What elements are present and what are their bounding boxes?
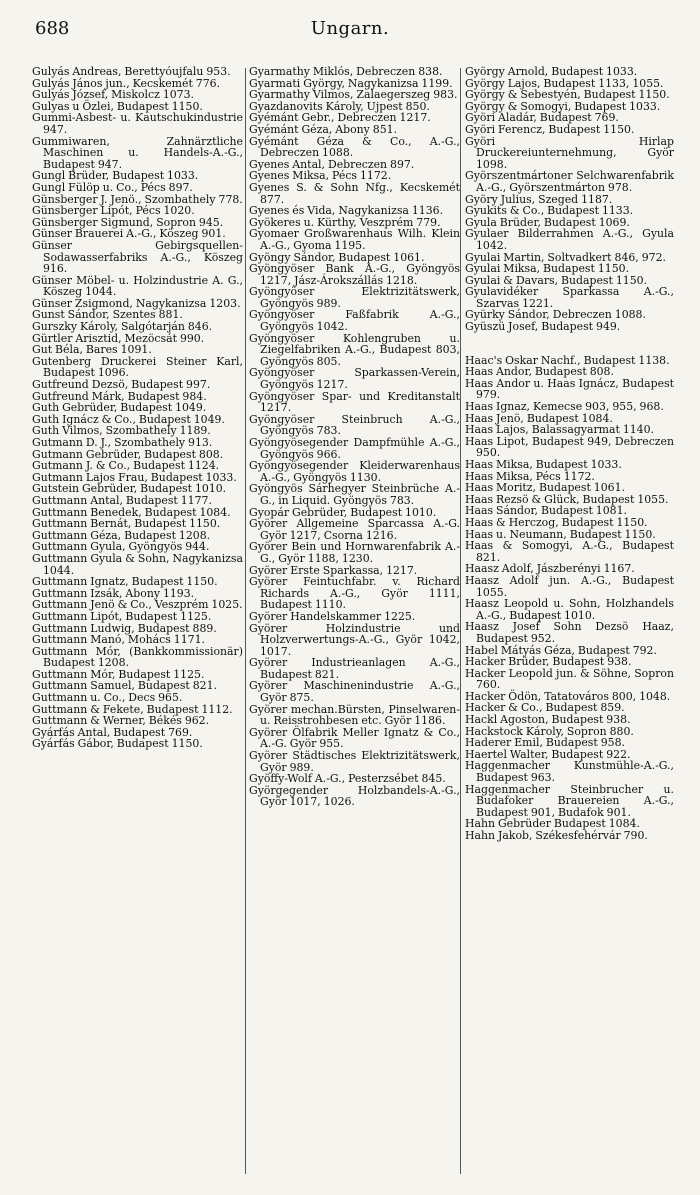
directory-entry: Györer Holzindustrie und Holzverwertungs-A.-G., Györ 1042, 1017. [249,621,460,658]
page-title: Ungarn. [310,18,390,39]
directory-entry: Gyöffy-Wolf A.-G., Pesterzsébet 845. [249,772,446,786]
directory-entry: Gungl Brüder, Budapest 1033. [32,169,199,183]
directory-entry: Haac's Oskar Nachf., Budapest 1138. [465,353,670,367]
directory-entry: Gyürky Sándor, Debreczen 1088. [465,308,646,322]
directory-entry: Gyöngyöser Spar- und Kreditanstalt 1217. [249,389,460,415]
directory-entry: Györer Industrieanlagen A.-G., Budapest 821. [249,656,460,681]
directory-entry: Gyulai & Davars, Budapest 1150. [465,273,648,287]
directory-entry: Gummiwaren, Zahnärztliche Maschinen u. Handels-A.-G., Budapest 947. [32,134,243,171]
directory-entry: Günser Zsigmond, Nagykanizsa 1203. [32,296,241,310]
directory-entry: Gutmann D. J., Szombathely 913. [32,436,213,449]
directory-entry: Gyémánt Géza & Co., A.-G., Debreczen 1088. [249,134,460,160]
directory-entry: Haas Jenö, Budapest 1084. [465,411,613,425]
directory-entry: Guttmann Gyula, Gyöngyös 944. [32,540,210,554]
directory-entry: Guttmann Antal, Budapest 1177. [32,493,212,507]
directory-entry: Gutmann Gebrüder, Budapest 808. [32,447,224,461]
directory-entry: Gyukits & Co., Budapest 1133. [465,204,634,218]
directory-entry: Haggenmacher Kunstmühle-A.-G., Budapest 963. [465,759,674,785]
directory-entry: Gunst Sándor, Szentes 881. [32,308,183,322]
directory-entry: Guttmann Géza, Budapest 1208. [32,528,211,542]
directory-entry: Guttmann Ignatz, Budapest 1150. [32,575,218,589]
directory-entry: Gurszky Károly, Salgótarján 846. [32,320,213,334]
directory-entry: Gyenes és Vida, Nagykanizsa 1136. [249,204,444,218]
directory-entry: Gummi-Asbest- u. Kautschukindustrie 947. [32,111,243,136]
directory-entry: Guttmann Ludwig, Budapest 889. [32,621,217,635]
directory-entry: Haertel Walter, Budapest 922. [465,747,631,761]
directory-entry: Györgegender Holzbandels-A.-G., Györ 1017, 1026. [249,783,460,809]
directory-entry: Hacker Brüder, Budapest 938. [465,655,632,669]
directory-entry: Gutmann Lajos Frau, Budapest 1033. [32,470,237,484]
directory-entry: Györer Maschinenindustrie A.-G., Györ 875. [249,679,460,705]
directory-entry: Gyarmati György, Nagykanizsa 1199. [249,76,453,90]
directory-entry: Haggenmacher Steinbrucher u. Budafoker Brauereien A.-G., Budapest 901, Budafok 901. [465,782,674,819]
directory-entry: Guth Ignácz & Co., Budapest 1049. [32,412,225,426]
directory-entry: Guttmann & Fekete, Budapest 1112. [32,702,233,716]
directory-entry: Gut Béla, Bares 1091. [32,343,152,357]
directory-entry: Gutfreund Dezsö, Budapest 997. [32,378,211,392]
directory-entry: Györi Ferencz, Budapest 1150. [465,122,635,136]
directory-entry: Gyárfás Gábor, Budapest 1150. [32,737,203,751]
section-gap [465,333,674,355]
directory-entry: Haas Lajos, Balassagyarmat 1140. [465,423,655,437]
directory-entry: Gyenes S. & Sohn Nfg., Kecskemét 877. [249,180,460,206]
directory-entry: Györi Hirlap Druckereiunternehmung, Györ 1098. [465,134,674,171]
directory-entry: Györer Städtisches Elektrizitätswerk, Györ 989. [249,749,460,774]
column-divider [460,68,461,1174]
directory-entry: György Arnold, Budapest 1033. [465,66,638,78]
directory-entry: Habel Mátyás Géza, Budapest 792. [465,643,657,657]
directory-entry: György & Sebestyén, Budapest 1150. [465,88,670,102]
directory-entry: Györer Erste Sparkassa, 1217. [249,563,418,577]
directory-entry: Gyöngyöser Kohlengruben u. Ziegelfabriken A.-G., Budapest 803, Gyöngyös 805. [249,331,460,368]
directory-entry: Hackstock Károly, Sopron 880. [465,724,634,738]
directory-entry: Haas Andor u. Haas Ignácz, Budapest 979. [465,376,674,402]
page-number: 688 [35,18,70,39]
directory-entry: Hackl Agoston, Budapest 938. [465,713,631,727]
directory-entry: Gyomaer Großwarenhaus Wilh. Klein A.-G., Gyoma 1195. [249,227,460,252]
directory-entry: Günsberger Sigmund, Sopron 945. [32,215,224,229]
directory-entry: Gyöngy Sándor, Budapest 1061. [249,250,425,264]
directory-entry: Haas Miksa, Budapest 1033. [465,458,622,471]
directory-entry: Gutenberg Druckerei Steiner Karl, Budapest 1096. [32,354,243,380]
directory-entry: Gyökeres u. Kürthy, Veszprém 779. [249,215,441,229]
directory-entry: Hahn Jakob, Székesfehérvár 790. [465,829,648,842]
directory-entry: Gyöngyöser Steinbruch A.-G., Gyöngyös 783. [249,412,460,438]
column-2 [249,66,460,1178]
directory-entry: Gyöngyösegender Kleiderwarenhaus A.-G., Gyöngyös 1130. [249,459,460,484]
directory-entry: Günser Brauerei A.-G., Köszeg 901. [32,227,226,241]
directory-entry: Guttmann Lipót, Budapest 1125. [32,609,212,623]
directory-entry: Györer Bein und Hornwarenfabrik A.-G., Györ 1188, 1230. [249,540,460,565]
directory-entry: Haas & Herczog, Budapest 1150. [465,515,648,529]
directory-entry: Günser Möbel- u. Holzindustrie A. G., Köszeg 1044. [32,273,243,299]
directory-entry: Hahn Gebrüder Budapest 1084. [465,817,640,831]
column-3 [465,66,674,1178]
directory-entry: Guttmann u. Co., Decs 965. [32,691,183,705]
directory-entry: Györer Allgemeine Sparcassa A.-G. Györ 1217, Csorna 1216. [249,517,460,542]
directory-entry: Gutstein Gebrüder, Budapest 1010. [32,482,227,496]
directory-entry: Györer Feintuchfabr. v. Richard Richards A.-G., Györ 1111, Budapest 1110. [249,575,460,612]
directory-entry: Haas Miksa, Pécs 1172. [465,469,595,483]
directory-entry: Gyazdanovits Károly, Ujpest 850. [249,99,430,113]
directory-entry: Györy Julius, Szeged 1187. [465,192,613,206]
directory-entry: Györer Handelskammer 1225. [249,609,416,623]
directory-entry: Guttmann Gyula & Sohn, Nagykanizsa 1044. [32,551,243,577]
directory-entry: Gyémánt Géza, Abony 851. [249,122,398,136]
directory-entry: Gyarmathy Vilmos, Zalaegerszeg 983. [249,88,458,102]
directory-entry: Gyöngyöser Sparkassen-Verein, Gyöngyös 1217. [249,366,460,392]
directory-entry: Gyulavidéker Sparkassa A.-G., Szarvas 1221. [465,285,674,310]
directory-entry: Günsberger Lipót, Pécs 1020. [32,204,195,218]
directory-entry: Gungl Fülöp u. Co., Pécs 897. [32,180,193,194]
directory-entry: Gyöngyöser Faßfabrik A.-G., Gyöngyös 1042. [249,308,460,334]
directory-entry: Gyulai Miksa, Budapest 1150. [465,262,630,276]
directory-entry: Hacker Ödön, Tatatováros 800, 1048. [465,689,671,703]
column-divider [245,68,246,1174]
column-1 [32,66,243,1178]
directory-entry: Hacker Leopold jun. & Söhne, Sopron 760. [465,666,674,692]
directory-entry: Guttmann Benedek, Budapest 1084. [32,505,231,519]
directory-columns [32,66,673,1178]
directory-entry: Gyenes Antal, Debreczen 897. [249,157,415,171]
directory-entry: Guttmann Mór, Budapest 1125. [32,667,205,681]
directory-entry: Gyarmathy Miklós, Debreczen 838. [249,66,443,78]
directory-entry: Guttmann Manó, Mohács 1171. [32,633,205,647]
directory-entry: Haas u. Neumann, Budapest 1150. [465,527,656,541]
directory-entry: Gyenes Miksa, Pécs 1172. [249,169,392,183]
directory-entry: Gyöngyöser Bank A.-G., Gyöngyös 1217, Jász-Árokszállás 1218. [249,262,460,287]
directory-entry: Haas & Somogyi, A.-G., Budapest 821. [465,539,674,564]
directory-entry: Gulyás Andreas, Berettyóujfalu 953. [32,66,231,78]
directory-entry: Haas Andor, Budapest 808. [465,365,614,379]
directory-entry: Guth Gebrüder, Budapest 1049. [32,401,207,415]
directory-entry: Györi Aladár, Budapest 769. [465,111,619,125]
directory-entry: Györer Ölfabrik Meller Ignatz & Co., A.-G. Györ 955. [249,725,460,751]
directory-entry: Guttmann Samuel, Budapest 821. [32,679,217,693]
directory-entry: Guttmann Jenö & Co., Veszprém 1025. [32,598,243,612]
directory-entry: Haas Moritz, Budapest 1061. [465,481,625,495]
directory-entry: Günser Gebirgsquellen-Sodawasserfabriks A.-G., Köszeg 916. [32,238,243,276]
directory-entry: Gyémánt Gebr., Debreczen 1217. [249,111,431,125]
directory-entry: Gyüszü Josef, Budapest 949. [465,320,621,334]
directory-entry: Guttmann Bernát, Budapest 1150. [32,517,221,531]
directory-entry: Hacker & Co., Budapest 859. [465,701,625,715]
directory-entry: Györszentmártoner Selchwarenfabrik A.-G., Györszentmárton 978. [465,169,674,194]
directory-entry: Guttmann Izsák, Abony 1193. [32,586,195,600]
directory-entry: Gyöngyös Sárhegyer Steinbrüche A.-G., in Liquid. Gyöngyös 783. [249,482,460,507]
directory-entry: Gyöngyöser Elektrizitätswerk, Gyöngyös 989. [249,285,460,310]
directory-entry: Guth Vilmos, Szombathely 1189. [32,424,211,438]
directory-entry: Gulyás József, Miskolcz 1073. [32,88,194,102]
directory-entry: Gyulai Martin, Soltvadkert 846, 972. [465,250,666,264]
directory-entry: Gürtler Arisztid, Mezöcsát 990. [32,331,205,345]
directory-entry: Haasz Josef Sohn Dezsö Haaz, Budapest 952. [465,620,674,645]
directory-entry: Haas Sándor, Budapest 1081. [465,504,627,518]
directory-entry: György & Somogyi, Budapest 1033. [465,99,661,113]
directory-entry: Gyopár Gebrüder, Budapest 1010. [249,505,437,519]
directory-entry: Györer mechan.Bürsten, Pinselwaren- u. Reisstrohbesen etc. Györ 1186. [249,702,460,728]
directory-entry: Haas Rezsö & Glück, Budapest 1055. [465,492,669,506]
directory-entry: György Lajos, Budapest 1133, 1055. [465,76,664,90]
directory-entry: Gyulaer Bilderrahmen A.-G., Gyula 1042. [465,227,674,252]
directory-entry: Gutfreund Márk, Budapest 984. [32,389,207,403]
directory-entry: Haas Ignaz, Kemecse 903, 955, 968. [465,400,664,414]
directory-entry: Gutmann J. & Co., Budapest 1124. [32,459,220,473]
directory-entry: Haderer Emil, Budapest 958. [465,736,625,750]
directory-entry: Haasz Adolf, Jászberényi 1167. [465,562,635,576]
directory-entry: Gyula Brüder, Budapest 1069. [465,215,630,229]
directory-entry: Guttmann & Werner, Békés 962. [32,714,210,728]
directory-entry: Gyárfás Antal, Budapest 769. [32,725,193,739]
directory-entry: Gyöngyösegender Dampfmühle A.-G., Gyöngyös 966. [249,436,460,461]
directory-entry: Gulyás János jun., Kecskemét 776. [32,76,221,90]
directory-entry: Gulyas u Özlei, Budapest 1150. [32,99,203,113]
directory-entry: Günsberger J. Jenö., Szombathely 778. [32,192,243,206]
page-header [0,14,700,48]
directory-entry: Haasz Adolf jun. A.-G., Budapest 1055. [465,573,674,599]
directory-entry: Haasz Leopold u. Sohn, Holzhandels A.-G., Budapest 1010. [465,597,674,622]
directory-entry: Haas Lipot, Budapest 949, Debreczen 950. [465,434,674,460]
directory-entry: Guttmann Mór, (Bankkommissionär) Budapest 1208. [32,644,243,670]
